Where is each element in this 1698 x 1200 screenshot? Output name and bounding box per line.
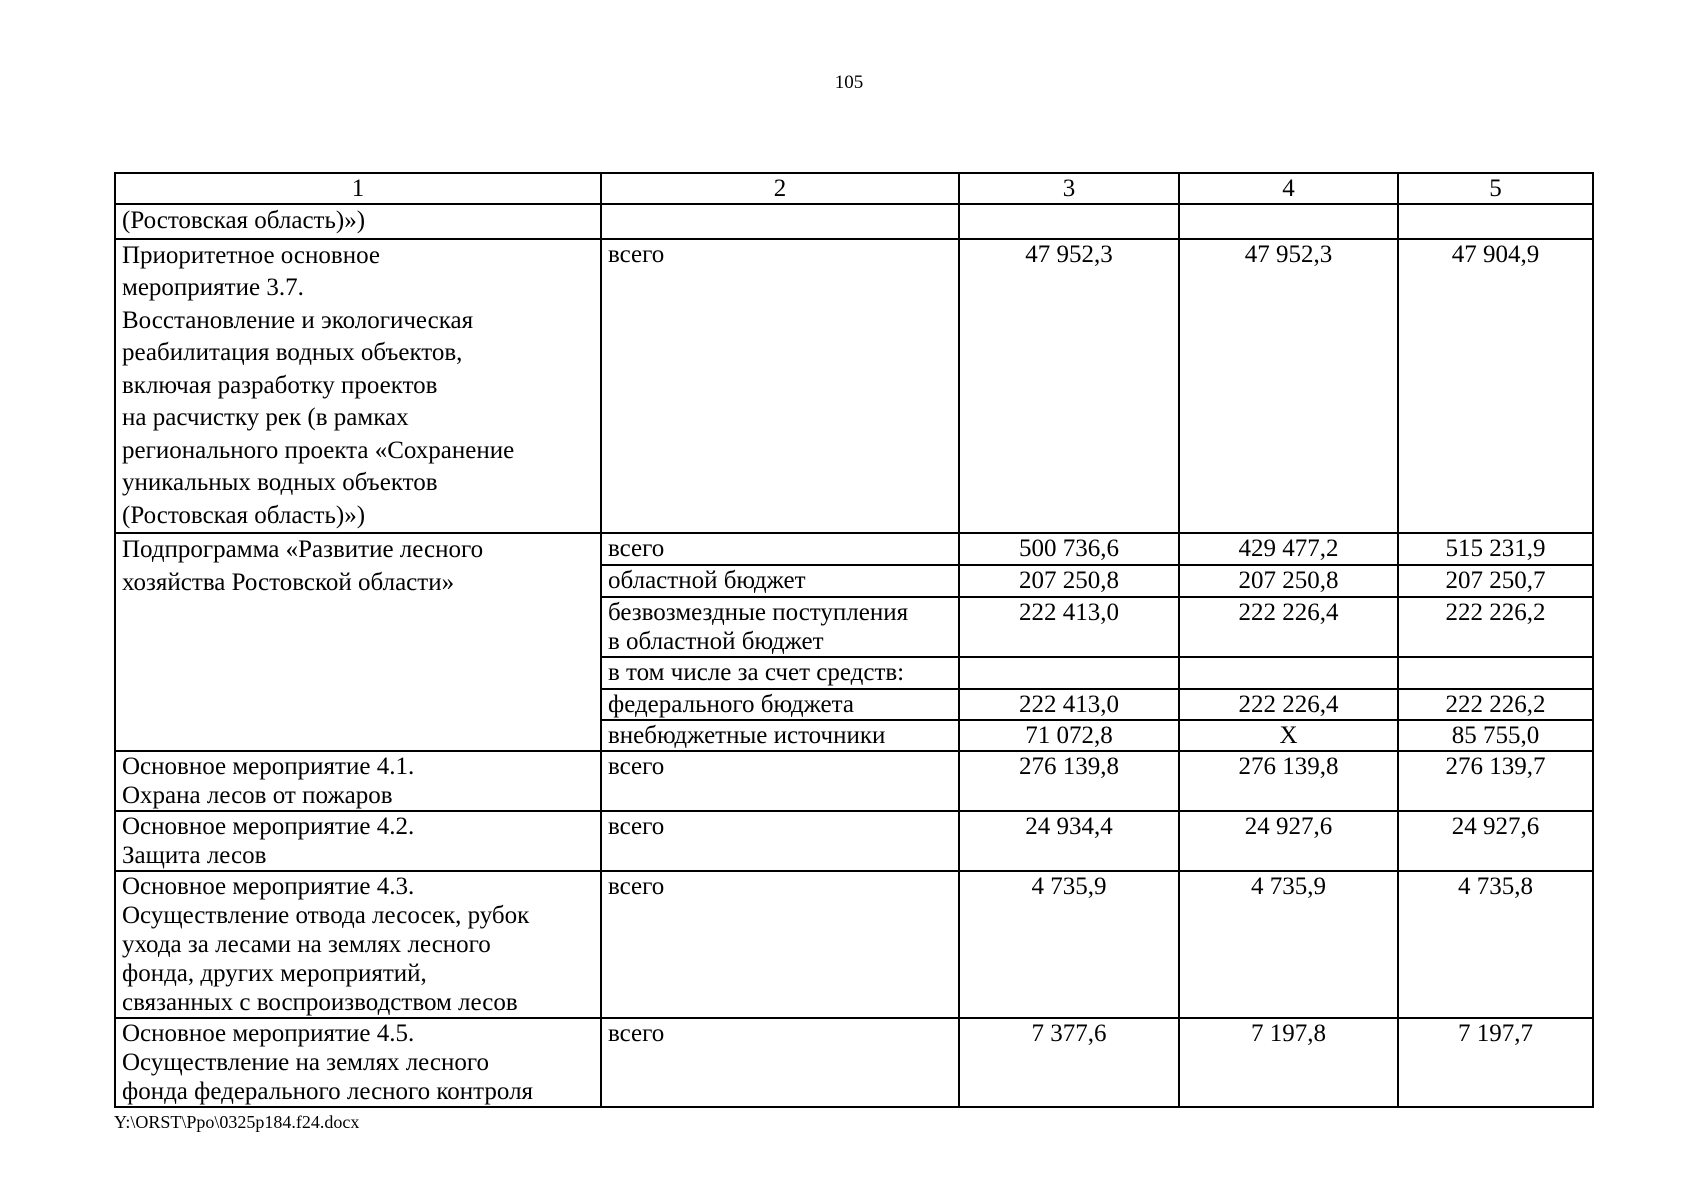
value-cell: [959, 657, 1179, 689]
column-header: 2: [601, 173, 959, 204]
measure-name-cell: Приоритетное основное мероприятие 3.7. Восстановление и экологическая реабилитация водных объектов, включая разработку проектов на расчистку рек (в рамках регионального проекта «Сохранение уникальных водных объектов (Ростовская область)»): [115, 239, 601, 534]
value-cell: X: [1179, 720, 1398, 751]
value-cell: 207 250,7: [1398, 565, 1593, 597]
value-cell: 4 735,9: [1179, 871, 1398, 1018]
value-cell: [1179, 204, 1398, 239]
funding-source-cell: всего: [601, 751, 959, 811]
value-cell: 4 735,9: [959, 871, 1179, 1018]
table-row: [115, 204, 1593, 239]
value-cell: 24 927,6: [1398, 811, 1593, 871]
value-cell: 47 952,3: [1179, 239, 1398, 534]
budget-table: [114, 172, 1594, 1108]
value-cell: 276 139,8: [1179, 751, 1398, 811]
measure-name-cell: Подпрограмма «Развитие лесного хозяйства Ростовской области»: [115, 533, 601, 751]
table-row: [115, 239, 1593, 534]
value-cell: 7 197,8: [1179, 1018, 1398, 1107]
value-cell: [1398, 657, 1593, 689]
value-cell: [959, 204, 1179, 239]
funding-source-cell: всего: [601, 239, 959, 534]
table-row: [115, 811, 1593, 871]
value-cell: 276 139,8: [959, 751, 1179, 811]
value-cell: 222 226,4: [1179, 689, 1398, 720]
document-file-path: Y:\ORST\Ppo\0325p184.f24.docx: [114, 1112, 360, 1132]
funding-source-cell: безвозмездные поступления в областной бюджет: [601, 597, 959, 657]
value-cell: 24 934,4: [959, 811, 1179, 871]
value-cell: 85 755,0: [1398, 720, 1593, 751]
value-cell: 47 904,9: [1398, 239, 1593, 534]
measure-name-cell: Основное мероприятие 4.5. Осуществление на землях лесного фонда федерального лесного контроля: [115, 1018, 601, 1107]
value-cell: 4 735,8: [1398, 871, 1593, 1018]
value-cell: 207 250,8: [1179, 565, 1398, 597]
value-cell: [1398, 204, 1593, 239]
funding-source-cell: всего: [601, 1018, 959, 1107]
value-cell: 429 477,2: [1179, 533, 1398, 565]
column-header: 1: [115, 173, 601, 204]
funding-source-cell: всего: [601, 871, 959, 1018]
funding-source-cell: внебюджетные источники: [601, 720, 959, 751]
funding-source-cell: [601, 204, 959, 239]
value-cell: 276 139,7: [1398, 751, 1593, 811]
value-cell: 222 226,4: [1179, 597, 1398, 657]
value-cell: 207 250,8: [959, 565, 1179, 597]
value-cell: 24 927,6: [1179, 811, 1398, 871]
measure-name-cell: Основное мероприятие 4.1. Охрана лесов от пожаров: [115, 751, 601, 811]
table-row: [115, 533, 1593, 565]
page-number: 105: [834, 72, 864, 93]
table-row: [115, 751, 1593, 811]
column-header: 3: [959, 173, 1179, 204]
value-cell: 47 952,3: [959, 239, 1179, 534]
table-row: [115, 1018, 1593, 1107]
funding-source-cell: всего: [601, 533, 959, 565]
value-cell: 222 226,2: [1398, 597, 1593, 657]
column-header: 4: [1179, 173, 1398, 204]
value-cell: 222 413,0: [959, 597, 1179, 657]
funding-source-cell: всего: [601, 811, 959, 871]
funding-source-cell: федерального бюджета: [601, 689, 959, 720]
value-cell: 7 377,6: [959, 1018, 1179, 1107]
funding-source-cell: областной бюджет: [601, 565, 959, 597]
column-header: 5: [1398, 173, 1593, 204]
measure-name-cell: (Ростовская область)»): [115, 204, 601, 239]
value-cell: 500 736,6: [959, 533, 1179, 565]
funding-source-cell: в том числе за счет средств:: [601, 657, 959, 689]
value-cell: 71 072,8: [959, 720, 1179, 751]
table-header-row: [115, 173, 1593, 204]
value-cell: [1179, 657, 1398, 689]
value-cell: 222 413,0: [959, 689, 1179, 720]
value-cell: 515 231,9: [1398, 533, 1593, 565]
table-row: [115, 871, 1593, 1018]
measure-name-cell: Основное мероприятие 4.2. Защита лесов: [115, 811, 601, 871]
value-cell: 222 226,2: [1398, 689, 1593, 720]
measure-name-cell: Основное мероприятие 4.3. Осуществление отвода лесосек, рубок ухода за лесами на землях лесного фонда, других мероприятий, связанных с воспроизводством лесов: [115, 871, 601, 1018]
value-cell: 7 197,7: [1398, 1018, 1593, 1107]
